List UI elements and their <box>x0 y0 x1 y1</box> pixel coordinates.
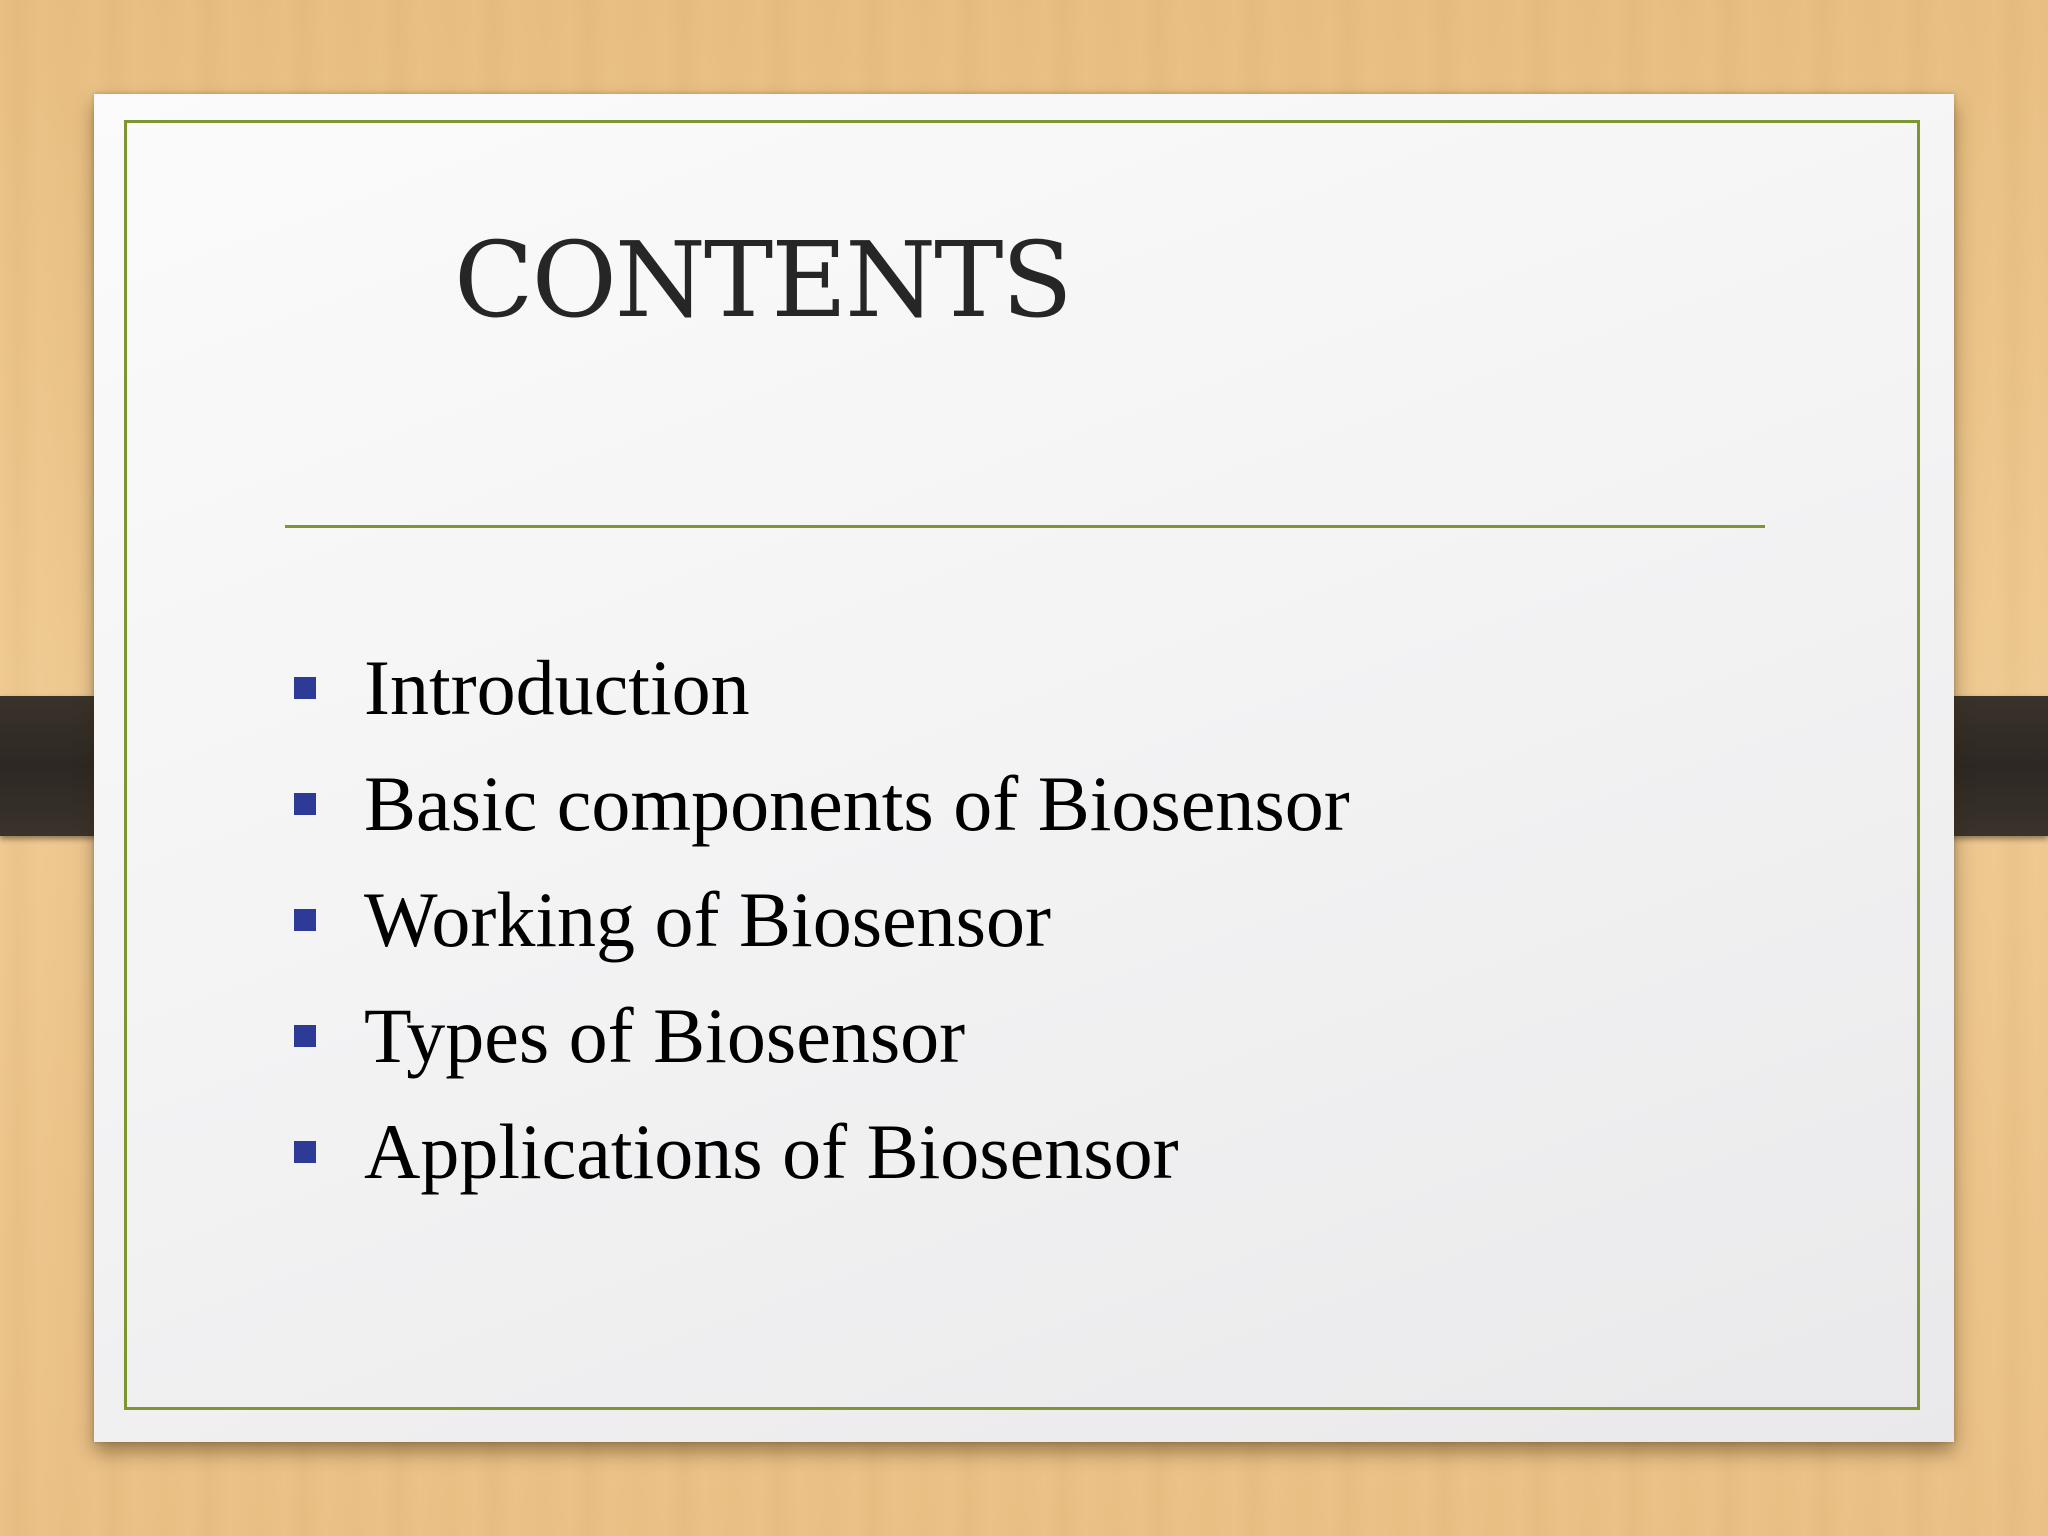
square-bullet-icon <box>294 793 316 815</box>
list-item <box>290 862 1350 978</box>
list-item-label: Types of Biosensor <box>364 992 966 1079</box>
title-divider <box>285 525 1765 528</box>
list-item <box>290 978 1350 1094</box>
list-item <box>290 746 1350 862</box>
list-item-label: Basic components of Biosensor <box>364 760 1350 847</box>
square-bullet-icon <box>294 1025 316 1047</box>
square-bullet-icon <box>294 1141 316 1163</box>
list-item-label: Applications of Biosensor <box>364 1108 1179 1195</box>
list-item-label: Introduction <box>364 644 750 731</box>
slide-title: CONTENTS <box>454 219 1071 341</box>
square-bullet-icon <box>294 677 316 699</box>
contents-list <box>290 630 1350 1210</box>
list-item-label: Working of Biosensor <box>364 876 1051 963</box>
list-item <box>290 630 1350 746</box>
list-item <box>290 1094 1350 1210</box>
square-bullet-icon <box>294 909 316 931</box>
